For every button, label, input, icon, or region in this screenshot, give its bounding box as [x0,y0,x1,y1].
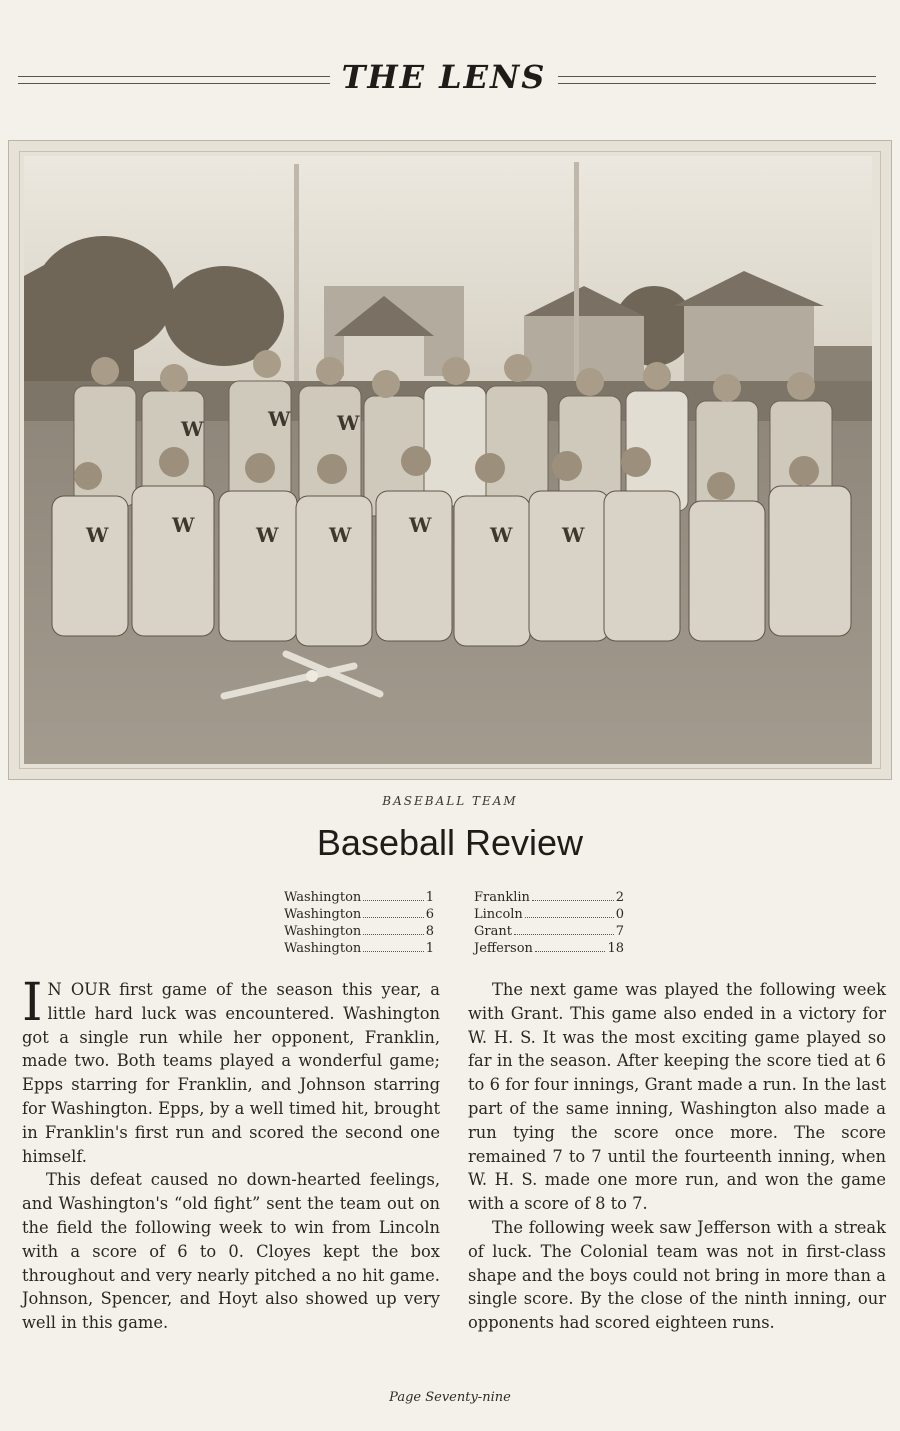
dot-leader [514,923,614,935]
scores-washington [284,889,434,957]
score-value: 8 [425,924,434,939]
svg-text:W: W [562,523,585,547]
svg-text:W: W [268,407,291,431]
score-team: Washington [284,907,362,922]
score-row [474,923,624,940]
score-team: Washington [284,941,362,956]
score-team: Washington [284,890,362,905]
score-row [284,940,434,957]
dot-leader [363,940,423,952]
paragraph-text: N OUR first game of the season this year, a little hard luck was encountered. Washington got a single run while her opponent, Franklin, made two. Both teams played a wonderful game; Epps starring for Franklin, and Johnson starring for Washington. Epps, by a well timed hit, brought in Franklin's first run and scored the second one himself. [22,980,440,1166]
score-value: 18 [607,941,624,956]
score-row [474,889,624,906]
svg-text:W: W [490,523,513,547]
masthead [18,58,876,96]
svg-text:W: W [86,523,109,547]
masthead-title: THE LENS [341,58,547,96]
dot-leader [525,906,614,918]
score-row [474,940,624,957]
score-value: 7 [615,924,624,939]
svg-text:W: W [172,513,195,537]
score-row [474,906,624,923]
article-column-left [22,973,440,1335]
article-paragraph: The following week saw Jefferson with a streak of luck. The Colonial team was not in first-class shape and the boys could not bring in more than a single score. By the close of the ninth inning, our opponents had scored eighteen runs. [468,1217,886,1333]
score-value: 0 [615,907,624,922]
photo-caption: BASEBALL TEAM [382,794,518,808]
svg-text:W: W [181,417,204,441]
score-value: 2 [615,890,624,905]
masthead-rule-right [558,76,876,84]
score-row [284,906,434,923]
page-number: Page Seventy-nine [389,1390,511,1405]
dot-leader [535,940,606,952]
svg-text:W: W [329,523,352,547]
score-team: Grant [474,924,512,939]
dot-leader [363,889,423,901]
score-team: Franklin [474,890,530,905]
score-value: 1 [425,941,434,956]
dot-leader [532,889,614,901]
svg-text:W: W [409,513,432,537]
masthead-rule-left [18,76,330,84]
dot-leader [363,923,423,935]
score-row [284,923,434,940]
scores-opponents [474,889,624,957]
score-team: Washington [284,924,362,939]
score-value: 6 [425,907,434,922]
dot-leader [363,906,423,918]
article-heading: Baseball Review [316,822,584,863]
team-photo-image [24,156,872,764]
article-column-right [468,978,886,1335]
score-team: Lincoln [474,907,523,922]
svg-text:W: W [337,411,360,435]
score-value: 1 [425,890,434,905]
drop-cap: I [22,973,43,1033]
article-paragraph: This defeat caused no down-hearted feelings, and Washington's “old fight” sent the team out on the field the following week to win from Lincoln with a score of 6 to 0. Cloyes kept the box throughout and very nearly pitched a no hit game. Johnson, Spencer, and Hoyt also showed up very well in this game. [22,1170,440,1333]
article-paragraph: The next game was played the following week with Grant. This game also ended in a victory for W. H. S. It was the most exciting game played so far in the season. After keeping the score tied at 6 to 6 for four innings, Grant made a run. In the last part of the same inning, Washington also made a run tying the score once more. The score remained 7 to 7 until the fourteenth inning, when W. H. S. made one more run, and won the game with a score of 8 to 7. [468,980,886,1214]
score-row [284,889,434,906]
team-photo [24,156,872,764]
svg-text:W: W [256,523,279,547]
score-team: Jefferson [474,941,533,956]
article-paragraph [22,973,440,1168]
